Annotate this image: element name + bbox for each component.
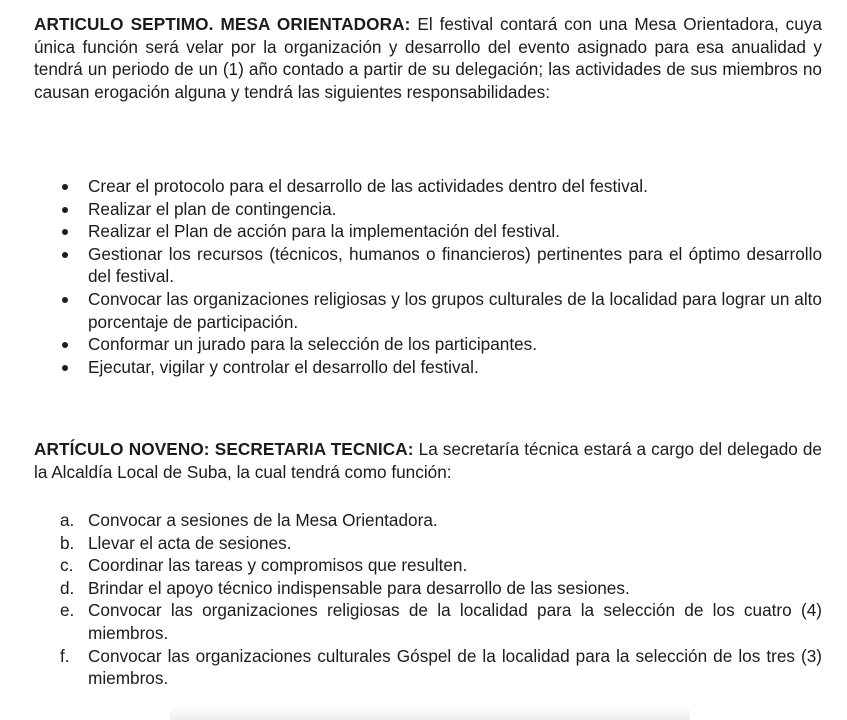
article-septimo [34,13,822,103]
list-item [60,599,822,644]
list-item-text: Conformar un jurado para la selección de los participantes. [88,334,538,355]
list-item-letter: a. [60,510,75,530]
list-item [60,509,822,532]
article-noveno-body: La secretaría técnica estará a cargo del delegado de la Alcaldía Local de Suba, la cual tendrá como función: [34,439,822,482]
article-septimo-title: ARTICULO SEPTIMO. MESA ORIENTADORA: [34,14,411,34]
list-item [60,220,822,243]
list-item-text: Ejecutar, vigilar y controlar el desarrollo del festival. [88,356,479,377]
list-item [60,356,822,379]
article-noveno-title: ARTÍCULO NOVENO: SECRETARIA TECNICA: [34,439,414,459]
scan-edge-shadow [170,706,690,720]
responsibilities-list [60,175,822,378]
list-item-letter: d. [60,577,75,598]
list-item [60,175,822,198]
list-item-letter: c. [60,555,74,576]
list-item [60,288,822,333]
list-item-text: Crear el protocolo para el desarrollo de las actividades dentro del festival. [88,176,648,196]
list-item-text: Convocar a sesiones de la Mesa Orientadora. [88,510,438,530]
list-item-text: Coordinar las tareas y compromisos que resulten. [88,555,468,576]
functions-list [60,509,822,690]
list-item-letter: e. [60,600,75,621]
list-item [60,198,822,221]
list-item-letter: b. [60,532,75,553]
list-item-text: Realizar el Plan de acción para la implementación del festival. [88,221,560,242]
list-item [60,243,822,288]
list-item [60,577,822,600]
list-item-text: Llevar el acta de sesiones. [88,532,292,553]
list-item-text: Convocar las organizaciones religiosas y los grupos culturales de la localidad para lograr un alto porcentaje de participación. [88,288,822,332]
list-item-text: Realizar el plan de contingencia. [88,198,337,219]
list-item-text: Convocar las organizaciones religiosas de la localidad para la selección de los cuatro (4) miembros. [88,600,822,643]
article-septimo-body: El festival contará con una Mesa Orientadora, cuya única función será velar por la organización y desarrollo del evento asignado para esa anualidad y tendrá un periodo de un (1) año contado a partir de su delegación; las actividades de sus miembros no causan erogación alguna y tendrá las siguientes responsabilidades: [34,14,822,102]
list-item-letter: f. [60,645,70,666]
list-item [60,532,822,555]
article-noveno [34,438,822,483]
list-item [60,554,822,577]
list-item-text: Gestionar los recursos (técnicos, humanos o financieros) pertinentes para el óptimo desarrollo del festival. [88,243,822,287]
list-item [60,645,822,690]
list-item-text: Convocar las organizaciones culturales Góspel de la localidad para la selección de los tres (3) miembros. [88,645,822,689]
list-item [60,333,822,356]
list-item-text: Brindar el apoyo técnico indispensable para desarrollo de las sesiones. [88,577,630,598]
